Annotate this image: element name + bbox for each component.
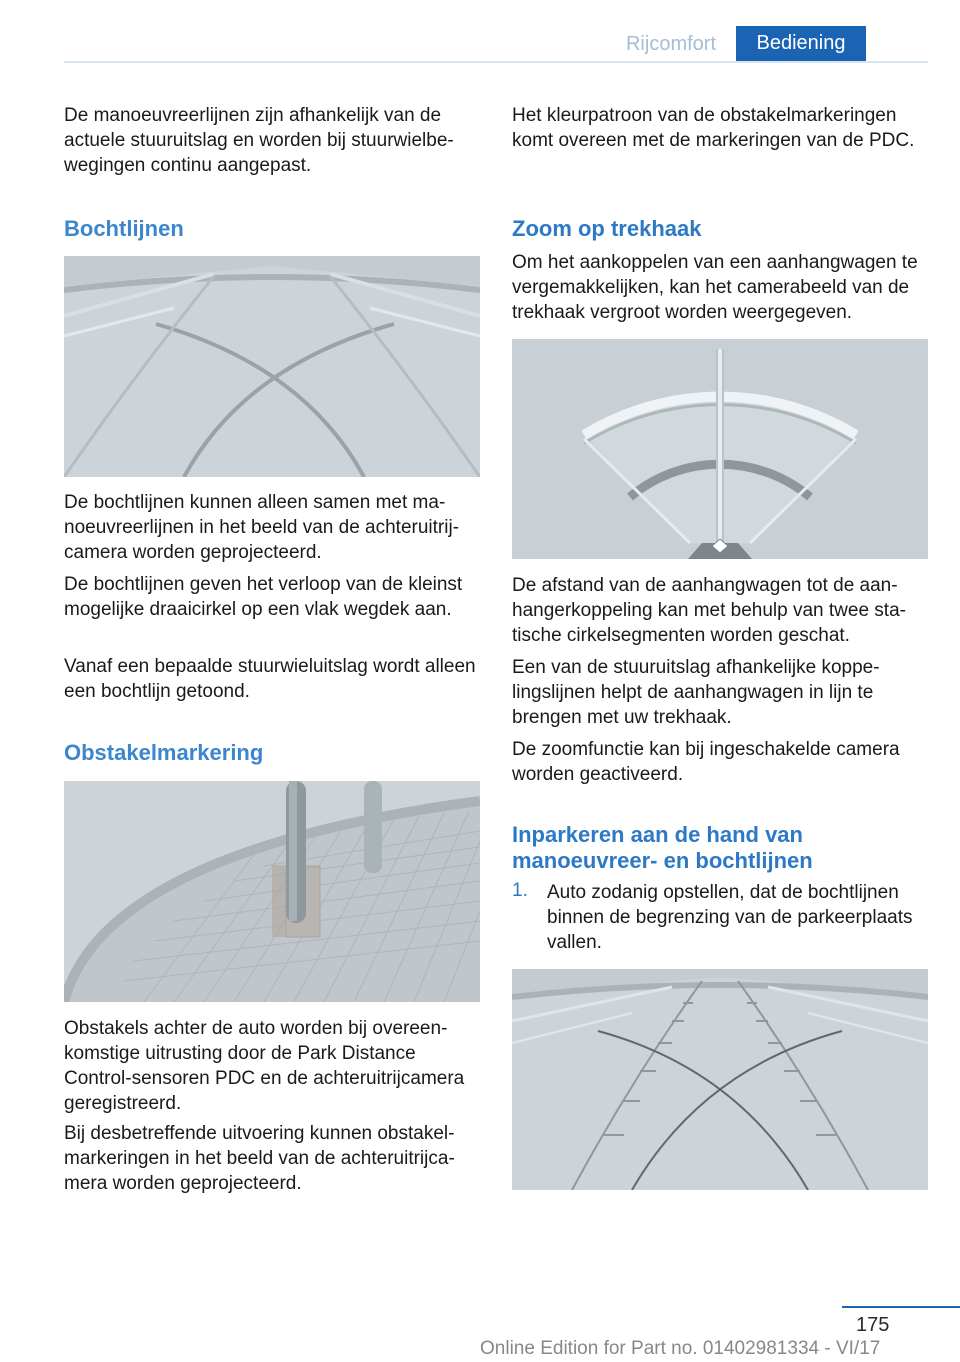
footer-edition: Online Edition for Part no. 01402981334 - VI/17 xyxy=(480,1338,881,1359)
section-tab-bediening[interactable]: Bediening xyxy=(736,26,866,61)
paragraph-bochtlijnen-1: De bochtlijnen kunnen alleen samen met manoeuvreerlijnen in het beeld van de achteruitrijcamera worden geprojecteerd. xyxy=(64,492,460,563)
paragraph-bochtlijnen-3: Vanaf een bepaalde stuurwieluitslag wordt alleen een bochtlijn getoond. xyxy=(64,656,476,702)
header-rule xyxy=(64,61,928,63)
paragraph-zoom-3: Een van de stuuruitslag afhankelijke koppelingslijnen helpt de aanhangwagen in lijn te brengen met uw trekhaak. xyxy=(512,657,880,728)
figure-inparkeren xyxy=(512,969,928,1190)
paragraph-bochtlijnen-2: De bochtlijnen geven het verloop van de kleinst mogelijke draaicirkel op een vlak wegdek aan. xyxy=(64,574,463,620)
heading-zoom-op-trekhaak: Zoom op trekhaak xyxy=(512,216,702,241)
page-number: 175 xyxy=(856,1314,890,1336)
figure-bochtlijnen xyxy=(64,256,480,477)
list-item-text: Auto zodanig opstellen, dat de bochtlijnen binnen de begrenzing van de parkeerplaats vallen. xyxy=(547,882,913,953)
section-tab-rijcomfort[interactable]: Rijcomfort xyxy=(625,33,716,55)
intro-paragraph: De manoeuvreerlijnen zijn afhankelijk van de actuele stuuruitslag en worden bij stuurwielbewegingen continu aangepast. xyxy=(64,105,454,176)
heading-bochtlijnen: Bochtlijnen xyxy=(64,216,184,241)
footer-rule xyxy=(842,1306,960,1308)
paragraph-zoom-1: Om het aankoppelen van een aanhangwagen te vergemakkelijken, kan het camerabeeld van de trekhaak vergroot worden weergegeven. xyxy=(512,252,918,323)
list-item-number: 1. xyxy=(512,880,528,901)
figure-obstakelmarkering xyxy=(64,781,480,1002)
paragraph-kleurpatroon: Het kleurpatroon van de obstakelmarkeringen komt overeen met de markeringen van de PDC. xyxy=(512,105,915,151)
paragraph-obstakel-2: Bij desbetreffende uitvoering kunnen obstakelmarkeringen in het beeld van de achteruitrijcamera worden geprojecteerd. xyxy=(64,1123,455,1194)
paragraph-obstakel-1: Obstakels achter de auto worden bij overeenkomstige uitrusting door de Park Distance Control-sensoren PDC en de achteruitrijcamera geregistreerd. xyxy=(64,1018,465,1114)
heading-obstakelmarkering: Obstakelmarkering xyxy=(64,740,264,765)
heading-inparkeren: Inparkeren aan de hand van manoeuvreer- en bochtlijnen xyxy=(512,822,813,873)
paragraph-zoom-4: De zoomfunctie kan bij ingeschakelde camera worden geactiveerd. xyxy=(512,739,900,785)
paragraph-zoom-2: De afstand van de aanhangwagen tot de aanhangerkoppeling kan met behulp van twee statische cirkelsegmenten worden geschat. xyxy=(512,575,906,646)
figure-zoom-trekhaak xyxy=(512,339,928,559)
